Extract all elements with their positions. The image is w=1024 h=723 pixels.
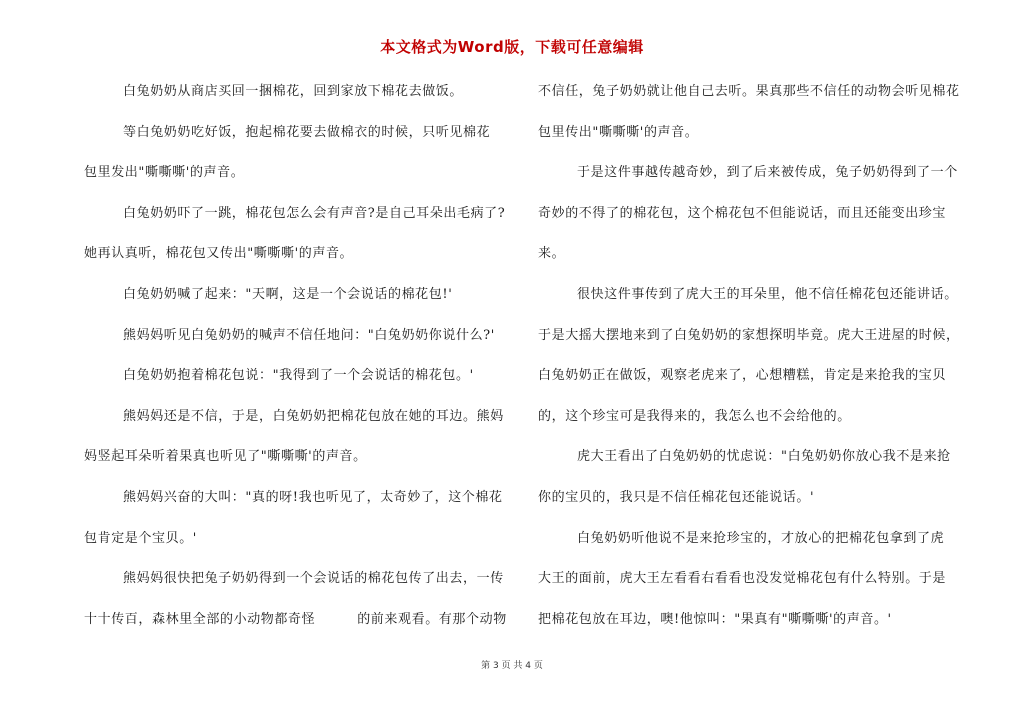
paragraph-line: 熊妈妈很快把兔子奶奶得到一个会说话的棉花包传了出去，一传: [123, 571, 504, 586]
paragraph-line: 你的宝贝的，我只是不信任棉花包还能说话。': [538, 490, 815, 505]
paragraph-line: 白兔奶奶喊了起来："天啊，这是一个会说话的棉花包!': [123, 287, 453, 302]
paragraph-line: 包里发出"嘶嘶嘶'的声音。: [84, 165, 245, 180]
paragraph-line: 于是大摇大摆地来到了白兔奶奶的家想探明毕竟。虎大王进屋的时候，: [538, 328, 960, 343]
paragraph-line: 包肯定是个宝贝。': [84, 531, 197, 546]
document-banner: 本文格式为Word版，下载可任意编辑: [380, 38, 644, 56]
paragraph-line: 白兔奶奶从商店买回一捆棉花，回到家放下棉花去做饭。: [123, 84, 464, 99]
paragraph-line: 熊妈妈听见白兔奶奶的喊声不信任地问："白兔奶奶你说什么?': [123, 328, 495, 343]
paragraph-line: 白兔奶奶吓了一跳，棉花包怎么会有声音?是自己耳朵出毛病了?: [123, 206, 506, 221]
page-number-footer: 第 3 页 共 4 页: [481, 661, 543, 671]
paragraph-line: 白兔奶奶听他说不是来抢珍宝的，才放心的把棉花包拿到了虎: [577, 531, 945, 546]
paragraph-line: 不信任，兔子奶奶就让他自己去听。果真那些不信任的动物会听见棉花: [538, 84, 960, 99]
paragraph-line: 大王的面前，虎大王左看看右看看也没发觉棉花包有什么特别。于是: [538, 571, 947, 586]
paragraph-line: 白兔奶奶抱着棉花包说："我得到了一个会说话的棉花包。': [123, 368, 474, 383]
paragraph-line: 包里传出"嘶嘶嘶'的声音。: [538, 125, 699, 140]
paragraph-line: 来。: [538, 246, 566, 261]
paragraph-line: 把棉花包放在耳边，噢!他惊叫："果真有"嘶嘶嘶'的声音。': [538, 612, 892, 627]
paragraph-line: 奇妙的不得了的棉花包，这个棉花包不但能说话，而且还能变出珍宝: [538, 206, 947, 221]
paragraph-line: 妈竖起耳朵听着果真也听见了"嘶嘶嘶'的声音。: [84, 449, 367, 464]
paragraph-line: 白兔奶奶正在做饭，观察老虎来了，心想糟糕，肯定是来抢我的宝贝: [538, 368, 947, 383]
paragraph-line: 她再认真听，棉花包又传出"嘶嘶嘶'的声音。: [84, 246, 354, 261]
paragraph-line: 很快这件事传到了虎大王的耳朵里，他不信任棉花包还能讲话。: [577, 287, 958, 302]
paragraph-line: 熊妈妈还是不信，于是，白兔奶奶把棉花包放在她的耳边。熊妈: [123, 409, 504, 424]
line-segment: 的前来观看。有那个动物: [357, 612, 507, 627]
paragraph-line: 熊妈妈兴奋的大叫："真的呀!我也听见了，太奇妙了，这个棉花: [123, 490, 503, 505]
paragraph-line-with-gap: [84, 610, 507, 630]
paragraph-line: 等白兔奶奶吃好饭，抱起棉花要去做棉衣的时候，只听见棉花: [123, 125, 491, 140]
paragraph-line: 的，这个珍宝可是我得来的，我怎么也不会给他的。: [538, 409, 851, 424]
paragraph-line: 于是这件事越传越奇妙，到了后来被传成，兔子奶奶得到了一个: [577, 165, 958, 180]
line-segment: 十十传百，森林里全部的小动物都奇怪: [84, 612, 316, 627]
paragraph-line: 虎大王看出了白兔奶奶的忧虑说："白兔奶奶你放心我不是来抢: [577, 449, 951, 464]
